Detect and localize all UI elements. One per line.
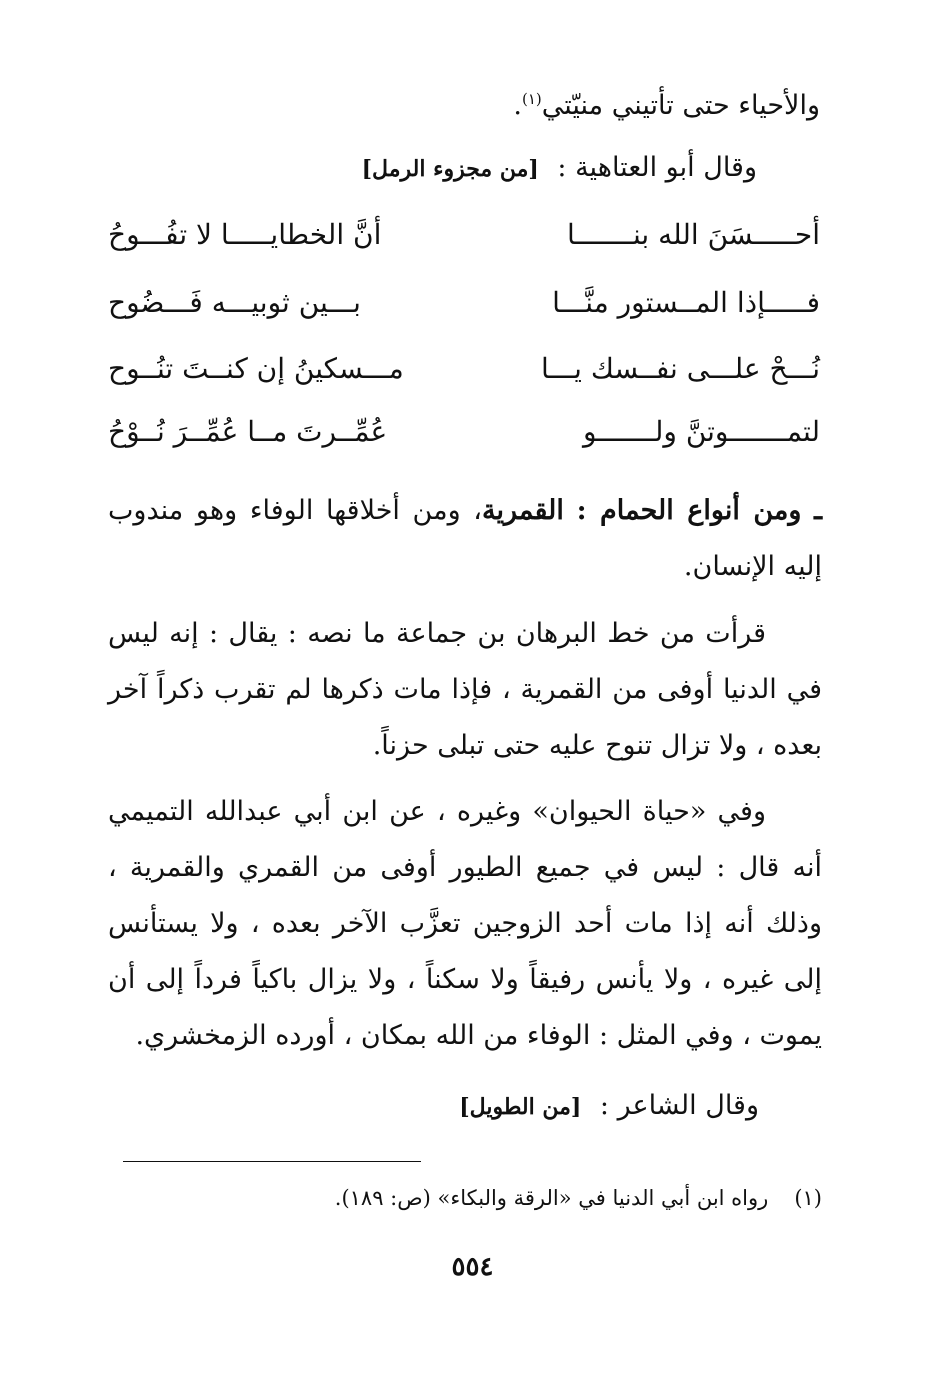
shaer-intro-text: وقال الشاعر : [599, 1090, 759, 1121]
shaer-intro-line [459, 1092, 759, 1119]
verse-second-hemistich: عُمِّــرتَ مــا عُمِّــرَ نُــوْحُ [108, 415, 388, 448]
verse-row [108, 286, 820, 326]
verse-first-hemistich: لتمـــــــوتنَّ ولـــــــو [582, 415, 820, 448]
verse-first-hemistich: أحـــــسَنَ الله بنـــــــا [567, 218, 820, 251]
footnote-text: رواه ابن أبي الدنيا في «الرقة والبكاء» (ص: ١٨٩). [334, 1186, 769, 1210]
verse-row [108, 415, 820, 455]
poem-meter-label: [من الطويل] [459, 1094, 582, 1120]
verse-second-hemistich: مـــسكينُ إن كنــتَ تنُــوح [108, 352, 404, 385]
footnote-marker: (١) [521, 90, 542, 108]
footnote [335, 1186, 822, 1210]
paragraph-ibn-jamaa [108, 606, 822, 774]
footnote-number: (١) [794, 1186, 822, 1210]
page-number: ٥٥٤ [451, 1252, 494, 1282]
top-line-end: . [513, 90, 522, 121]
verse-second-hemistich: بـــين ثوبيـــه فَـــضُوح [108, 286, 361, 319]
verse-second-hemistich: أنَّ الخطايـــــا لا تفُـــوحُ [108, 218, 382, 251]
paragraph-text: قرأت من خط البرهان بن جماعة ما نصه : يقال : إنه ليس في الدنيا أوفى من القمرية ، فإذا مات ذكرها لم تقرب ذكراً آخر بعده ، ولا تزال تنوح عليه حتى تبلى حزناً. [108, 618, 822, 761]
verse-row [108, 218, 820, 258]
dash-marker: ـ [814, 495, 822, 526]
verse-first-hemistich: فـــــإذا المــستور منَّـــا [552, 286, 820, 319]
poet-intro-text: وقال أبو العتاهية : [557, 152, 757, 183]
paragraph-qumriyya [108, 483, 822, 595]
top-text-line [513, 92, 820, 119]
verse-row [108, 352, 820, 392]
paragraph-text: وفي «حياة الحيوان» وغيره ، عن ابن أبي عبدالله التميمي أنه قال : ليس في جميع الطيور أوفى من القمري والقمرية ، وذلك أنه إذا مات أحد الزوجين تعزَّب الآخر بعده ، ولا يستأنس إلى غيره ، ولا يأنس رفيقاً ولا سكناً ، ولا يزال باكياً فرداً إلى أن يموت ، وفي المثل : الوفاء من الله بمكان ، أورده الزمخشري. [108, 796, 822, 1051]
paragraph-hayat-al-hayawan [108, 784, 822, 1064]
verse-first-hemistich: نُـــحْ علـــى نفــسك يـــا [541, 352, 820, 385]
bold-term: القمرية [482, 495, 564, 526]
paragraph-text: ، ومن أخلاقها الوفاء وهو مندوب إليه الإنسان. [108, 495, 822, 582]
poet-intro-line [362, 154, 757, 181]
top-line-text: والأحياء حتى تأتيني منيّتي [541, 90, 820, 121]
section-heading-inline: ومن أنواع الحمام : [576, 495, 802, 526]
poem-meter-label: [من مجزوء الرمل] [361, 156, 539, 182]
footnote-divider [123, 1161, 421, 1162]
